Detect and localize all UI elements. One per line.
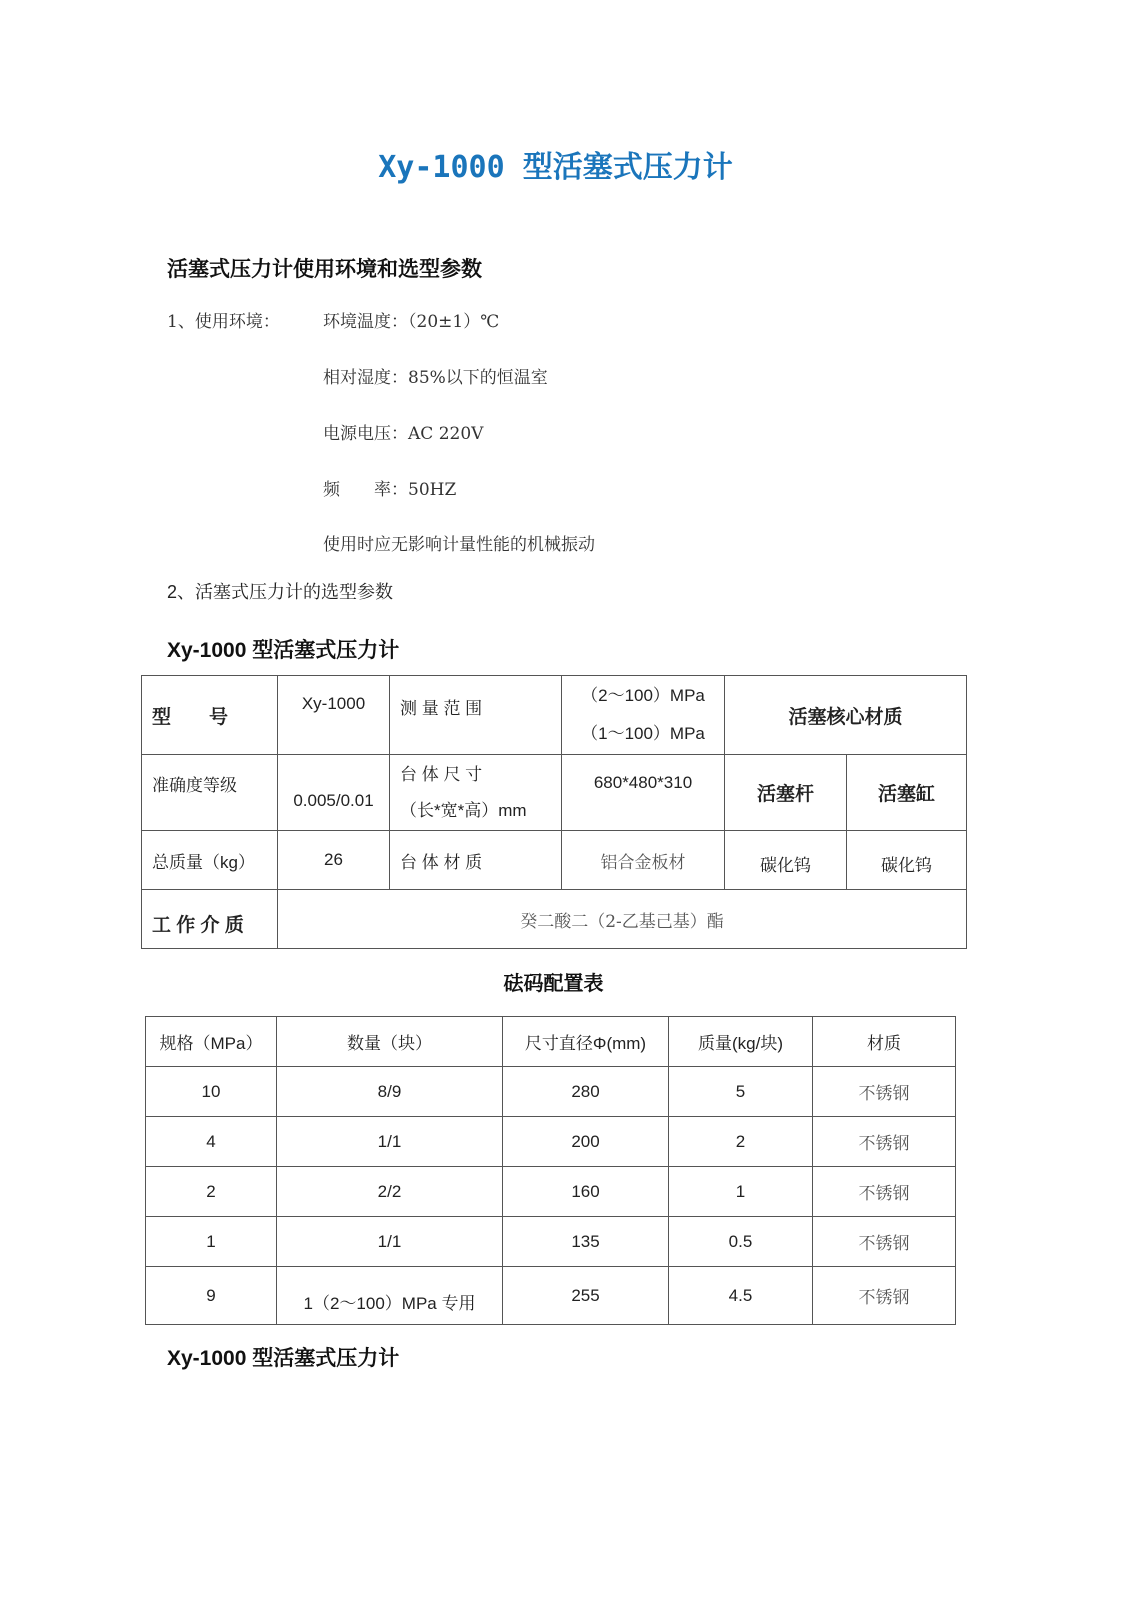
table-row bbox=[146, 1217, 956, 1267]
env-humidity: 相对湿度：85%以下的恒温室 bbox=[323, 368, 548, 388]
rod-label: 活塞杆 bbox=[725, 755, 847, 831]
footer-heading: Xy-1000 型活塞式压力计 bbox=[167, 1347, 400, 1370]
header-spec: 规格（MPa） bbox=[146, 1017, 277, 1067]
cell: 不锈钢 bbox=[813, 1167, 956, 1217]
size-value: 680*480*310 bbox=[562, 755, 725, 831]
cell: 135 bbox=[503, 1217, 669, 1267]
cell: 2/2 bbox=[277, 1167, 503, 1217]
cell: 1 bbox=[669, 1167, 813, 1217]
env-temperature: 环境温度：（20±1）℃ bbox=[323, 312, 500, 332]
cell: 0.5 bbox=[669, 1217, 813, 1267]
params-label: 2、活塞式压力计的选型参数 bbox=[167, 582, 394, 602]
weights-table bbox=[145, 1016, 956, 1325]
model-heading: Xy-1000 型活塞式压力计 bbox=[167, 639, 400, 662]
cell: 1（2～100）MPa 专用 bbox=[277, 1267, 503, 1325]
size-label bbox=[390, 755, 562, 831]
cell: 5 bbox=[669, 1067, 813, 1117]
body-material-label: 台 体 材 质 bbox=[390, 831, 562, 890]
accuracy-value: 0.005/0.01 bbox=[278, 755, 390, 831]
section-heading: 活塞式压力计使用环境和选型参数 bbox=[167, 258, 482, 281]
weights-title: 砝码配置表 bbox=[503, 973, 604, 995]
range-2: （1～100）MPa bbox=[581, 724, 705, 743]
cell: 不锈钢 bbox=[813, 1267, 956, 1325]
table-row bbox=[146, 1267, 956, 1325]
table-row bbox=[146, 1167, 956, 1217]
cell: 1/1 bbox=[277, 1117, 503, 1167]
cell: 2 bbox=[669, 1117, 813, 1167]
cell: 160 bbox=[503, 1167, 669, 1217]
env-vibration: 使用时应无影响计量性能的机械振动 bbox=[323, 535, 595, 555]
cell: 9 bbox=[146, 1267, 277, 1325]
cell: 4.5 bbox=[669, 1267, 813, 1325]
table-row bbox=[146, 1117, 956, 1167]
cell: 8/9 bbox=[277, 1067, 503, 1117]
table-header-row bbox=[146, 1017, 956, 1067]
rod-material: 碳化钨 bbox=[725, 831, 847, 890]
medium-value: 癸二酸二（2-乙基己基）酯 bbox=[278, 890, 967, 949]
table-row bbox=[146, 1067, 956, 1117]
cell: 200 bbox=[503, 1117, 669, 1167]
page-title: Xy-1000 型活塞式压力计 bbox=[378, 150, 733, 185]
cell: 不锈钢 bbox=[813, 1067, 956, 1117]
cell: 255 bbox=[503, 1267, 669, 1325]
range-label: 测 量 范 围 bbox=[390, 676, 562, 755]
env-frequency: 频 率：50HZ bbox=[323, 480, 457, 500]
weight-value: 26 bbox=[278, 831, 390, 890]
range-cell bbox=[562, 676, 725, 755]
env-label: 1、使用环境： bbox=[167, 312, 280, 332]
cell: 10 bbox=[146, 1067, 277, 1117]
cell: 1/1 bbox=[277, 1217, 503, 1267]
cell: 4 bbox=[146, 1117, 277, 1167]
core-material-label: 活塞核心材质 bbox=[725, 676, 967, 755]
model-label: 型 号 bbox=[142, 676, 278, 755]
cell: 2 bbox=[146, 1167, 277, 1217]
header-quantity: 数量（块） bbox=[277, 1017, 503, 1067]
model-value: Xy-1000 bbox=[278, 676, 390, 755]
header-mass: 质量(kg/块) bbox=[669, 1017, 813, 1067]
body-material-value: 铝合金板材 bbox=[562, 831, 725, 890]
cell: 1 bbox=[146, 1217, 277, 1267]
env-voltage: 电源电压：AC 220V bbox=[323, 424, 484, 444]
size-label-1: 台 体 尺 寸 bbox=[400, 764, 483, 784]
spec-table bbox=[141, 675, 967, 949]
cell: 280 bbox=[503, 1067, 669, 1117]
weight-label: 总质量（kg） bbox=[142, 831, 278, 890]
header-diameter: 尺寸直径Φ(mm) bbox=[503, 1017, 669, 1067]
range-1: （2～100）MPa bbox=[581, 686, 705, 705]
cell: 不锈钢 bbox=[813, 1217, 956, 1267]
cylinder-material: 碳化钨 bbox=[847, 831, 967, 890]
size-label-2: （长*宽*高）mm bbox=[400, 800, 527, 820]
header-material: 材质 bbox=[813, 1017, 956, 1067]
medium-label: 工 作 介 质 bbox=[142, 890, 278, 949]
accuracy-label: 准确度等级 bbox=[142, 755, 278, 831]
cylinder-label: 活塞缸 bbox=[847, 755, 967, 831]
cell: 不锈钢 bbox=[813, 1117, 956, 1167]
